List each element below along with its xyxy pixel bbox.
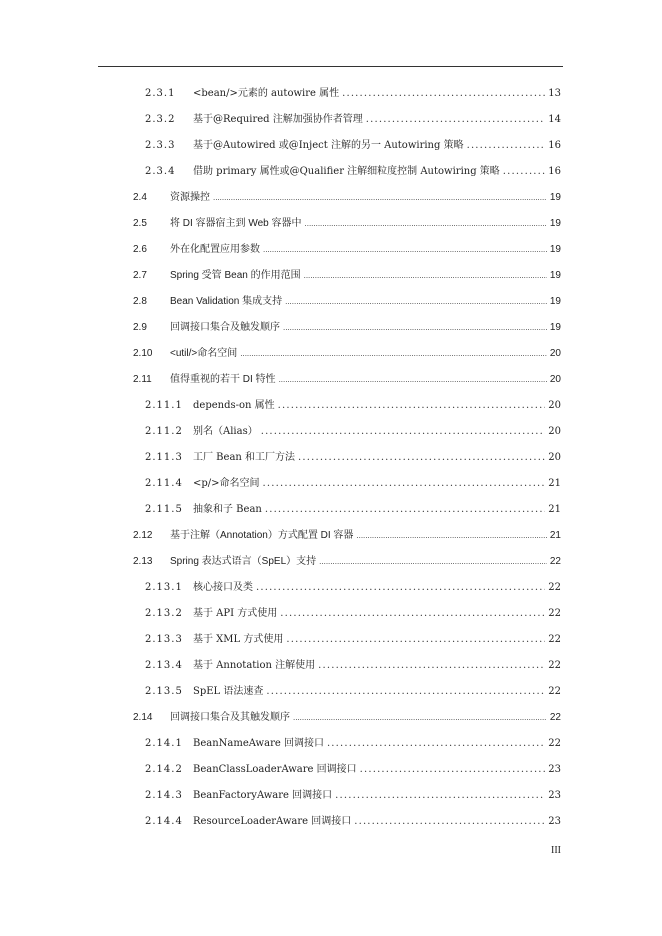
toc-entry-page: 22 (548, 634, 561, 645)
toc-entry-number: 2.8 (133, 296, 147, 307)
toc-entry[interactable] (145, 500, 561, 516)
toc-entry[interactable] (133, 344, 561, 360)
toc-entry[interactable] (145, 734, 561, 750)
toc-entry-title: 基于 XML 方式使用 (193, 634, 284, 645)
toc-entry-number: 2.3.4 (145, 166, 176, 177)
toc-dot-leader (286, 634, 545, 645)
toc-entry[interactable] (145, 396, 561, 412)
toc-entry[interactable] (145, 162, 561, 178)
toc-entry-page: 23 (548, 790, 561, 801)
toc-entry[interactable] (133, 292, 561, 308)
toc-dot-leader (360, 764, 546, 775)
toc-entry[interactable] (145, 604, 561, 620)
toc-entry-number: 2.14.3 (145, 790, 183, 801)
toc-entry-title: 基于注解（Annotation）方式配置 DI 容器 (170, 530, 354, 541)
toc-entry-number: 2.14.2 (145, 764, 183, 775)
toc-dot-leader (327, 738, 545, 749)
toc-entry[interactable] (145, 682, 561, 698)
toc-entry-number: 2.14.4 (145, 816, 183, 827)
toc-entry-number: 2.11.1 (145, 400, 183, 411)
toc-entry-title: BeanFactoryAware 回调接口 (193, 790, 333, 801)
toc-entry-number: 2.7 (133, 270, 147, 281)
toc-entry[interactable] (145, 474, 561, 490)
toc-entry-number: 2.3.2 (145, 114, 176, 125)
toc-dot-leader (319, 556, 547, 567)
toc-dot-leader (467, 140, 546, 151)
toc-entry-title: 核心接口及类 (193, 582, 253, 593)
toc-entry-title: Spring 受管 Bean 的作用范围 (170, 270, 301, 281)
toc-entry-number: 2.4 (133, 192, 147, 203)
toc-entry-title: 工厂 Bean 和工厂方法 (193, 452, 296, 463)
toc-entry-page: 21 (548, 478, 561, 489)
toc-entry[interactable] (145, 760, 561, 776)
toc-entry-title: Spring 表达式语言（SpEL）支持 (170, 556, 317, 567)
toc-dot-leader (335, 790, 545, 801)
toc-entry[interactable] (145, 84, 561, 100)
toc-dot-leader (318, 660, 545, 671)
toc-entry-page: 21 (548, 504, 561, 515)
toc-entry-page: 22 (548, 608, 561, 619)
toc-entry-title: 基于 API 方式使用 (193, 608, 278, 619)
toc-dot-leader (305, 218, 547, 229)
toc-dot-leader (342, 88, 545, 99)
toc-entry[interactable] (133, 188, 561, 204)
toc-entry-title: <bean/>元素的 autowire 属性 (193, 88, 340, 99)
toc-entry[interactable] (133, 526, 561, 542)
toc-dot-leader (298, 452, 545, 463)
toc-entry-page: 19 (549, 244, 561, 255)
toc-dot-leader (278, 400, 546, 411)
toc-entry[interactable] (133, 318, 561, 334)
toc-entry[interactable] (133, 552, 561, 568)
toc-entry-title: depends-on 属性 (193, 400, 275, 411)
toc-entry[interactable] (145, 812, 561, 828)
toc-entry-number: 2.13.2 (145, 608, 183, 619)
toc-entry[interactable] (145, 136, 561, 152)
toc-entry-page: 14 (548, 114, 561, 125)
toc-entry[interactable] (145, 656, 561, 672)
toc-entry-page: 19 (549, 218, 561, 229)
toc-entry-title: BeanNameAware 回调接口 (193, 738, 324, 749)
toc-dot-leader (293, 712, 547, 723)
toc-dot-leader (266, 686, 545, 697)
toc-entry-number: 2.3.1 (145, 88, 176, 99)
toc-entry-number: 2.9 (133, 322, 147, 333)
toc-dot-leader (354, 816, 545, 827)
toc-entry-number: 2.11.2 (145, 426, 183, 437)
page-number: III (551, 845, 561, 856)
toc-entry-page: 19 (549, 270, 561, 281)
toc-entry-page: 16 (548, 140, 561, 151)
toc-entry-page: 20 (549, 348, 561, 359)
toc-dot-leader (213, 192, 547, 203)
toc-entry-title: 基于 Annotation 注解使用 (193, 660, 316, 671)
toc-entry-number: 2.6 (133, 244, 147, 255)
toc-entry-number: 2.13.3 (145, 634, 183, 645)
toc-entry-page: 20 (549, 374, 561, 385)
toc-entry[interactable] (145, 786, 561, 802)
toc-dot-leader (261, 426, 546, 437)
toc-entry-number: 2.14.1 (145, 738, 183, 749)
toc-entry-title: 回调接口集合及其触发顺序 (170, 712, 290, 723)
toc-entry-page: 21 (549, 530, 561, 541)
toc-dot-leader (356, 530, 547, 541)
toc-entry-page: 19 (549, 296, 561, 307)
toc-entry-page: 22 (548, 660, 561, 671)
toc-entry-title: <p/>命名空间 (193, 478, 260, 489)
toc-entry[interactable] (145, 422, 561, 438)
toc-entry-number: 2.11 (133, 374, 152, 385)
toc-entry[interactable] (145, 110, 561, 126)
toc-entry-title: 抽象和子 Bean (193, 504, 262, 515)
toc-entry-page: 23 (548, 816, 561, 827)
toc-entry-page: 20 (548, 400, 561, 411)
toc-entry-number: 2.13.1 (145, 582, 183, 593)
toc-entry[interactable] (133, 266, 561, 282)
toc-entry-number: 2.14 (133, 712, 153, 723)
toc-entry-page: 20 (548, 426, 561, 437)
toc-entry-page: 22 (548, 686, 561, 697)
toc-entry[interactable] (145, 578, 561, 594)
toc-entry-page: 13 (548, 88, 561, 99)
toc-entry-page: 22 (549, 712, 561, 723)
toc-entry[interactable] (133, 214, 561, 230)
toc-entry[interactable] (145, 630, 561, 646)
toc-entry-number: 2.10 (133, 348, 153, 359)
toc-entry-title: 基于@Required 注解加强协作者管理 (193, 114, 363, 125)
toc-dot-leader (240, 348, 547, 359)
toc-dot-leader (279, 374, 547, 385)
toc-entry-number: 2.11.5 (145, 504, 183, 515)
toc-dot-leader (256, 582, 545, 593)
toc-entry-title: 将 DI 容器宿主到 Web 容器中 (170, 218, 302, 229)
toc-dot-leader (503, 166, 545, 177)
toc-entry-title: 值得重视的若干 DI 特性 (170, 374, 276, 385)
toc-entry-number: 2.13.5 (145, 686, 183, 697)
toc-entry-page: 22 (548, 738, 561, 749)
toc-dot-leader (366, 114, 546, 125)
toc-entry-number: 2.12 (133, 530, 153, 541)
toc-entry[interactable] (133, 708, 561, 724)
toc-dot-leader (285, 296, 547, 307)
toc-entry-page: 19 (549, 192, 561, 203)
toc-entry-page: 20 (548, 452, 561, 463)
toc-entry-title: <util/>命名空间 (170, 348, 238, 359)
toc-entry-title: 基于@Autowired 或@Inject 注解的另一 Autowiring 策略 (193, 140, 464, 151)
toc-dot-leader (304, 270, 547, 281)
toc-entry[interactable] (133, 370, 561, 386)
toc-entry-title: BeanClassLoaderAware 回调接口 (193, 764, 357, 775)
toc-entry-number: 2.13 (133, 556, 153, 567)
toc-entry-title: Bean Validation 集成支持 (170, 296, 283, 307)
toc-entry-title: SpEL 语法速查 (193, 686, 264, 697)
toc-entry-title: ResourceLoaderAware 回调接口 (193, 816, 352, 827)
toc-entry-page: 16 (548, 166, 561, 177)
toc-entry-title: 回调接口集合及触发顺序 (170, 322, 280, 333)
header-rule (98, 66, 563, 67)
toc-entry-number: 2.11.3 (145, 452, 183, 463)
toc-dot-leader (283, 322, 547, 333)
toc-dot-leader (263, 478, 546, 489)
toc-entry-number: 2.11.4 (145, 478, 183, 489)
toc-entry-title: 借助 primary 属性或@Qualifier 注解细粒度控制 Autowiring 策略 (193, 166, 500, 177)
toc-dot-leader (265, 504, 545, 515)
toc-entry-page: 19 (549, 322, 561, 333)
toc-entry-number: 2.3.3 (145, 140, 176, 151)
toc-dot-leader (263, 244, 547, 255)
toc-entry-title: 外在化配置应用参数 (170, 244, 260, 255)
toc-dot-leader (280, 608, 545, 619)
toc-entry-page: 22 (549, 556, 561, 567)
toc-entry-page: 23 (548, 764, 561, 775)
toc-entry[interactable] (145, 448, 561, 464)
toc-entry[interactable] (133, 240, 561, 256)
toc-entry-number: 2.13.4 (145, 660, 183, 671)
toc-entry-title: 别名（Alias） (193, 426, 258, 437)
toc-entry-number: 2.5 (133, 218, 147, 229)
toc-entry-title: 资源操控 (170, 192, 210, 203)
toc-entry-page: 22 (548, 582, 561, 593)
